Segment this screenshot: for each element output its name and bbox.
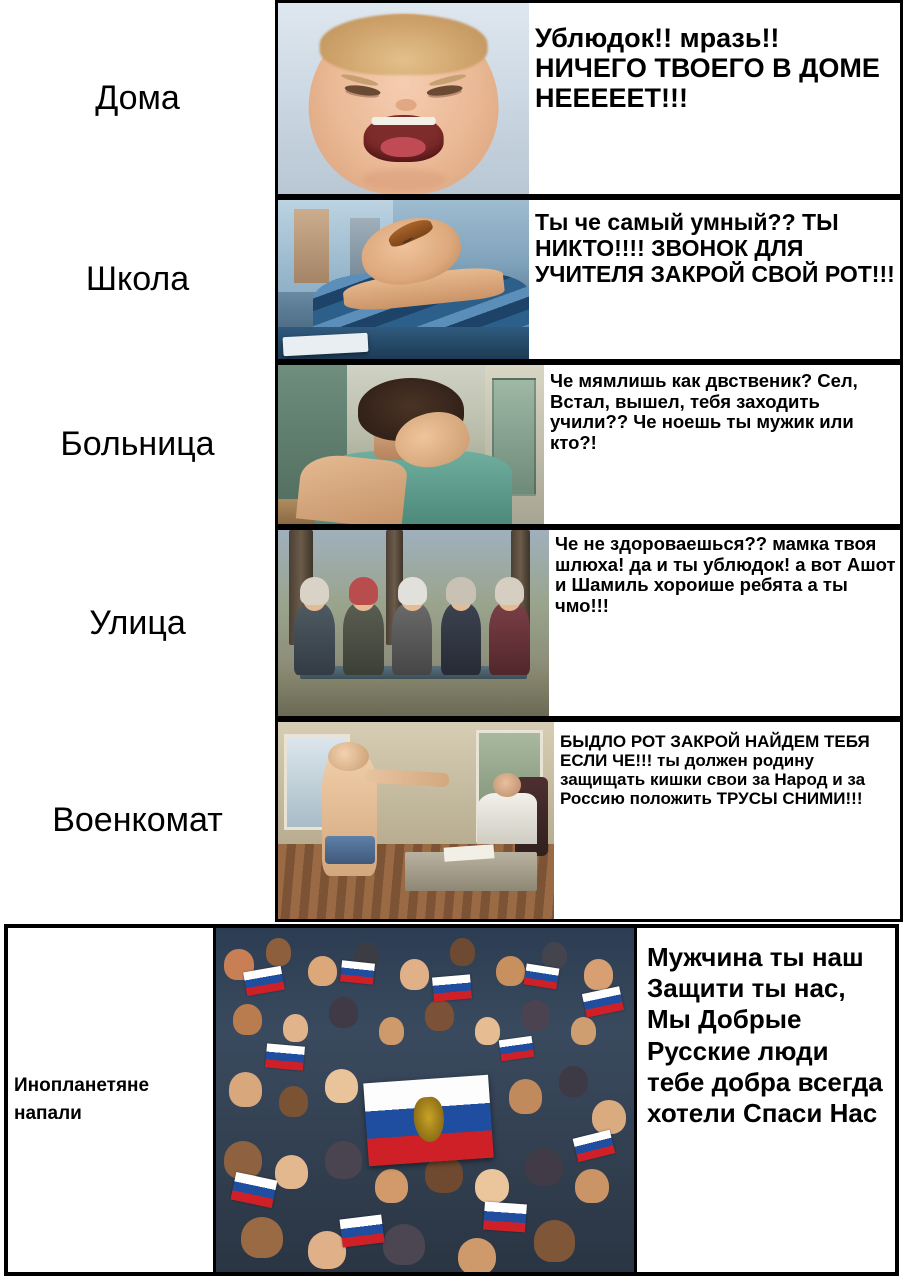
row-label-army-office: Военкомат (52, 801, 223, 839)
crying-man-hospital-photo (278, 365, 544, 524)
caption-hospital: Че мямлишь как двственик? Сел, Встал, вышел, тебя заходить учили?? Че ноешь ты мужик или кто?! (550, 370, 858, 454)
caption-school: Ты че самый умный?? ТЫ НИКТО!!!! ЗВОНОК ДЛЯ УЧИТЕЛЯ ЗАКРОЙ СВОЙ РОТ!!! (535, 209, 895, 287)
meme-row-street (0, 527, 903, 719)
panel-army-office (275, 719, 903, 922)
crying-baby-photo (278, 3, 529, 194)
caption-aliens: Мужчина ты наш Защити ты нас, Мы Добрые Русские люди тебе добра всегда хотели Спаси Нас (647, 942, 883, 1128)
row-label-street: Улица (89, 603, 186, 642)
military-recruitment-office-photo (278, 722, 554, 919)
sad-schoolboy-photo (278, 200, 529, 359)
row-label-aliens: Инопланетяне напали (14, 1074, 150, 1124)
caption-army-office: БЫДЛО РОТ ЗАКРОЙ НАЙДЕМ ТЕБЯ ЕСЛИ ЧЕ!!! ты должен родину защищать кишки свои за Народ и за Россию положить ТРУСЫ СНИМИ!!! (560, 732, 870, 809)
panel-home (275, 0, 903, 197)
panel-street (275, 527, 903, 719)
row-label-home: Дома (95, 79, 180, 117)
panel-school (275, 197, 903, 362)
crowd-with-russian-flags-photo (213, 928, 637, 1272)
meme-row-school (0, 197, 903, 362)
caption-street: Че не здороваешься?? мамка твоя шлюха! да и ты ублюдок! а вот Ашот и Шамиль хороише ребята а ты чмо!!! (555, 533, 896, 617)
row-label-school: Школа (85, 260, 190, 298)
meme-row-army-office (0, 719, 903, 922)
caption-home: Ублюдок!! мразь!! НИЧЕГО ТВОЕГО В ДОМЕ НЕЕЕЕЕТ!!! (535, 23, 880, 114)
row-label-hospital: Больница (60, 425, 215, 463)
panel-hospital (275, 362, 903, 527)
meme-row-home (0, 0, 903, 197)
babushkas-on-bench-photo (278, 530, 549, 716)
meme-row-aliens (0, 922, 903, 1280)
meme-row-hospital (0, 362, 903, 527)
